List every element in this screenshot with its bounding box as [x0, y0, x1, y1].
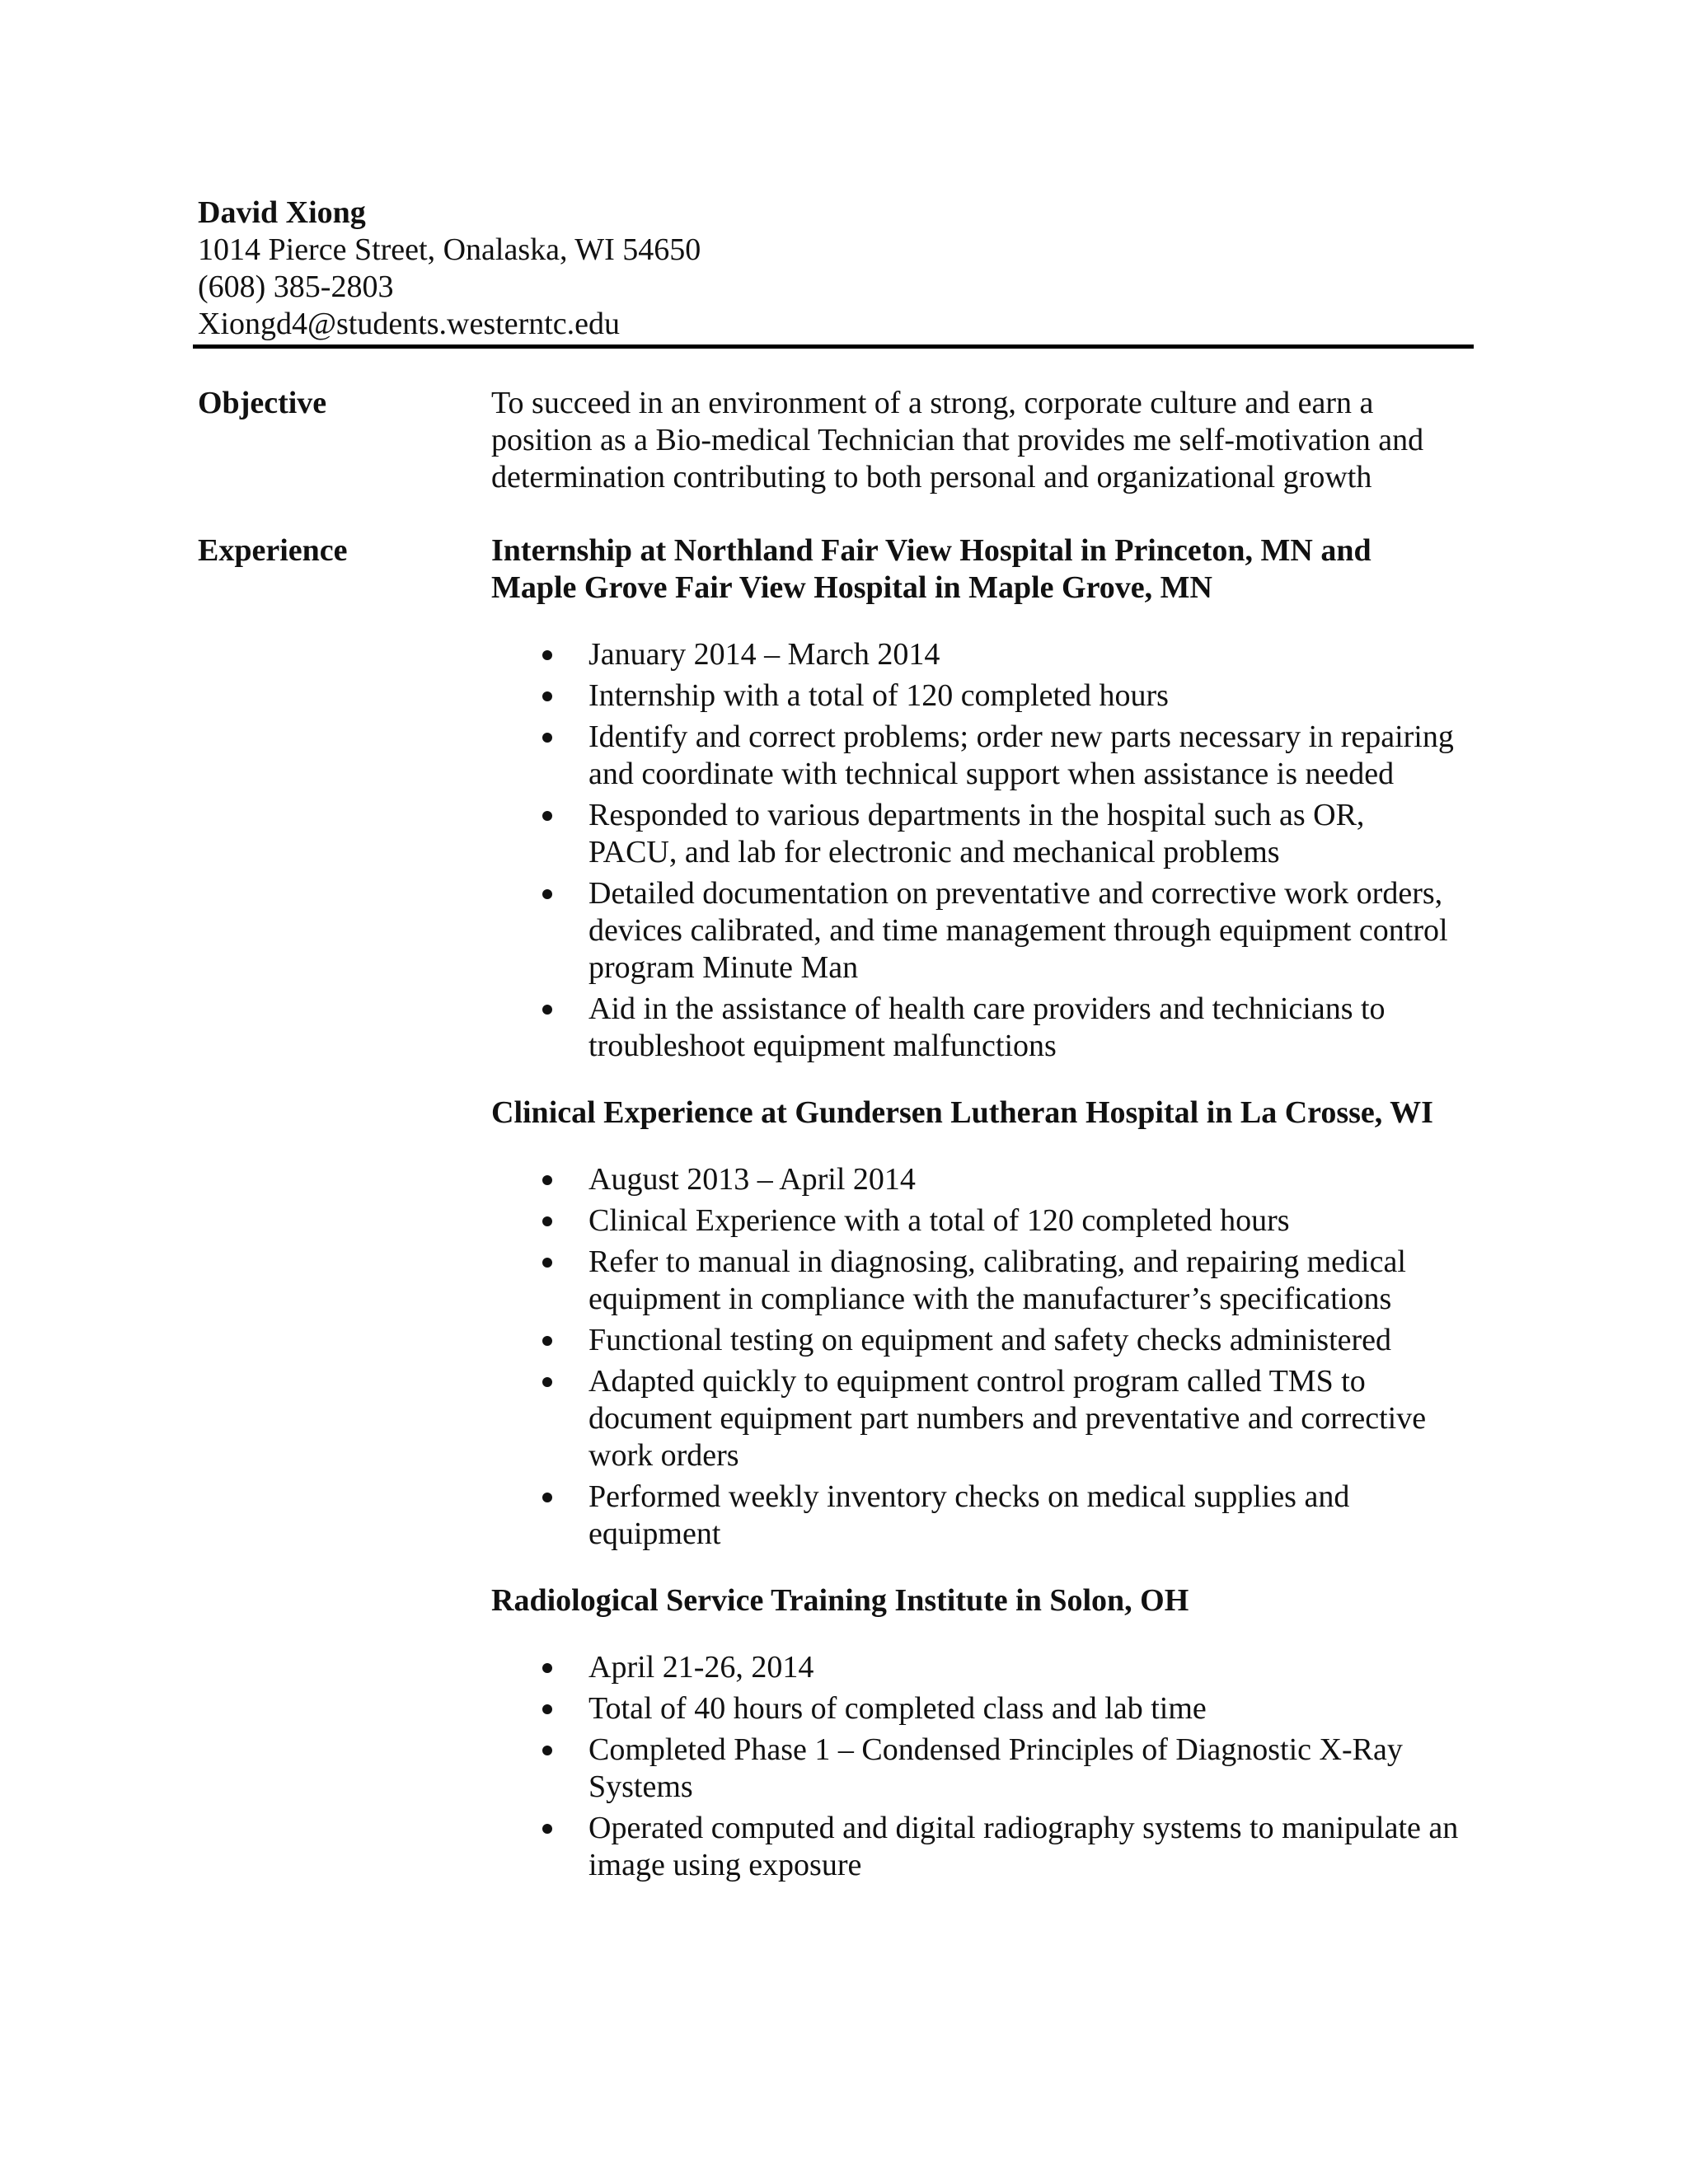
- bullet-icon: [542, 1216, 552, 1226]
- bullet-text-line: Systems: [588, 1769, 693, 1804]
- phone-number: (608) 385-2803: [198, 269, 394, 304]
- objective-line: To succeed in an environment of a strong, corporate culture and earn a: [491, 386, 1374, 420]
- bullet-icon: [542, 1824, 552, 1834]
- bullet-text-line: work orders: [588, 1438, 739, 1473]
- objective-text: [491, 385, 1480, 496]
- bullet-item: [491, 991, 1480, 1065]
- bullet-icon: [542, 889, 552, 899]
- bullet-item: [491, 1322, 1480, 1359]
- bullet-icon: [542, 1704, 552, 1714]
- job-title: [491, 532, 1480, 607]
- bullet-icon: [542, 1258, 552, 1268]
- bullet-item: [491, 719, 1480, 793]
- bullet-text-line: Adapted quickly to equipment control program called TMS to: [588, 1364, 1366, 1399]
- bullet-text-line: Operated computed and digital radiography systems to manipulate an: [588, 1811, 1459, 1845]
- job-title-line: Radiological Service Training Institute in Solon, OH: [491, 1583, 1189, 1618]
- bullet-text-line: Total of 40 hours of completed class and lab time: [588, 1691, 1207, 1726]
- bullet-item: [491, 1649, 1480, 1686]
- bullet-item: [491, 1732, 1480, 1806]
- bullet-text-line: devices calibrated, and time management through equipment control: [588, 913, 1448, 948]
- bullet-item: [491, 636, 1480, 673]
- bullet-icon: [542, 1746, 552, 1755]
- bullet-text-line: Internship with a total of 120 completed hours: [588, 678, 1169, 713]
- bullet-text-line: January 2014 – March 2014: [588, 637, 940, 672]
- bullet-text-line: troubleshoot equipment malfunctions: [588, 1029, 1057, 1063]
- experience-heading: Experience: [198, 533, 348, 568]
- objective-line: position as a Bio-medical Technician that provides me self-motivation and: [491, 423, 1424, 457]
- bullet-item: [491, 797, 1480, 871]
- bullet-item: [491, 1690, 1480, 1727]
- bullet-icon: [542, 1005, 552, 1015]
- bullet-text-line: Performed weekly inventory checks on medical supplies and: [588, 1479, 1350, 1514]
- bullet-text-line: equipment in compliance with the manufacturer’s specifications: [588, 1282, 1392, 1316]
- job-title-line: Clinical Experience at Gundersen Lutheran Hospital in La Crosse, WI: [491, 1095, 1433, 1130]
- bullet-text-line: Responded to various departments in the hospital such as OR,: [588, 798, 1365, 832]
- job-bullet-list: [491, 1649, 1480, 1884]
- bullet-text-line: Identify and correct problems; order new parts necessary in repairing: [588, 719, 1454, 754]
- email-address: Xiongd4@students.westerntc.edu: [198, 307, 621, 341]
- bullet-icon: [542, 650, 552, 660]
- job-bullet-list: [491, 636, 1480, 1065]
- objective-line: determination contributing to both personal and organizational growth: [491, 460, 1372, 494]
- bullet-text-line: PACU, and lab for electronic and mechanical problems: [588, 835, 1280, 869]
- bullet-icon: [542, 733, 552, 743]
- bullet-text-line: and coordinate with technical support when assistance is needed: [588, 757, 1395, 791]
- bullet-icon: [542, 1663, 552, 1673]
- bullet-text-line: August 2013 – April 2014: [588, 1162, 916, 1197]
- bullet-item: [491, 1810, 1480, 1884]
- bullet-icon: [542, 1336, 552, 1346]
- bullet-item: [491, 1161, 1480, 1198]
- bullet-item: [491, 1363, 1480, 1474]
- bullet-item: [491, 1244, 1480, 1318]
- bullet-text-line: Completed Phase 1 – Condensed Principles of Diagnostic X-Ray: [588, 1732, 1403, 1767]
- bullet-item: [491, 875, 1480, 987]
- bullet-text-line: image using exposure: [588, 1848, 862, 1882]
- job-bullet-list: [491, 1161, 1480, 1553]
- bullet-text-line: Clinical Experience with a total of 120 completed hours: [588, 1203, 1290, 1238]
- bullet-item: [491, 677, 1480, 715]
- bullet-icon: [542, 1377, 552, 1387]
- job-title: [491, 1582, 1480, 1619]
- job-entry: [491, 1582, 1480, 1884]
- address: 1014 Pierce Street, Onalaska, WI 54650: [198, 232, 701, 267]
- contact-header: [198, 194, 1475, 343]
- job-title: [491, 1094, 1480, 1132]
- bullet-text-line: Refer to manual in diagnosing, calibrating, and repairing medical: [588, 1244, 1406, 1279]
- job-entry: [491, 1094, 1480, 1553]
- bullet-text-line: Detailed documentation on preventative and corrective work orders,: [588, 876, 1443, 911]
- bullet-text-line: equipment: [588, 1516, 721, 1551]
- job-entry: [491, 532, 1480, 1065]
- header-divider: [193, 344, 1474, 349]
- bullet-icon: [542, 691, 552, 701]
- bullet-icon: [542, 811, 552, 821]
- bullet-icon: [542, 1493, 552, 1502]
- bullet-item: [491, 1202, 1480, 1240]
- candidate-name: David Xiong: [198, 195, 366, 230]
- job-title-line: Maple Grove Fair View Hospital in Maple Grove, MN: [491, 570, 1212, 605]
- bullet-text-line: April 21-26, 2014: [588, 1650, 814, 1685]
- bullet-text-line: Aid in the assistance of health care providers and technicians to: [588, 991, 1386, 1026]
- job-title-line: Internship at Northland Fair View Hospital in Princeton, MN and: [491, 533, 1372, 568]
- bullet-text-line: Functional testing on equipment and safety checks administered: [588, 1323, 1392, 1357]
- bullet-text-line: document equipment part numbers and preventative and corrective: [588, 1401, 1427, 1436]
- objective-heading: Objective: [198, 386, 327, 420]
- experience-list: [491, 532, 1480, 1914]
- bullet-icon: [542, 1175, 552, 1185]
- bullet-text-line: program Minute Man: [588, 950, 859, 985]
- bullet-item: [491, 1479, 1480, 1553]
